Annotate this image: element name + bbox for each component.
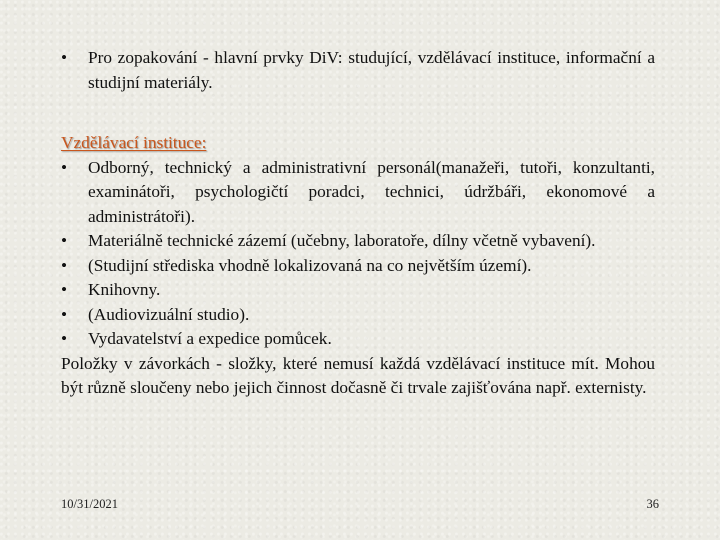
list-item-text: (Studijní střediska vhodně lokalizovaná na co největším území).	[88, 255, 532, 275]
list-item	[61, 303, 655, 328]
intro-bullet-text: Pro zopakování - hlavní prvky DiV: studující, vzdělávací instituce, informační a studijní materiály.	[88, 48, 655, 92]
bullet-marker: •	[61, 48, 68, 67]
bullet-marker: •	[61, 329, 68, 348]
slide-content	[61, 46, 655, 401]
bullet-marker: •	[61, 304, 68, 324]
page-number: 36	[646, 497, 659, 511]
list-item-text: Knihovny.	[88, 280, 161, 299]
list-item-text: Materiálně technické zázemí (učebny, laboratoře, dílny včetně vybavení).	[88, 231, 596, 250]
intro-bullet	[61, 46, 655, 95]
spacer	[61, 95, 655, 131]
section-heading: Vzdělávací instituce:	[61, 133, 207, 152]
note-paragraph: Položky v závorkách - složky, které nemusí každá vzdělávací instituce mít. Mohou být různě sloučeny nebo jejich činnost dočasně či trvale zajišťována např. externisty.	[61, 353, 655, 397]
list-item	[61, 278, 655, 303]
list-item-text: Vydavatelství a expedice pomůcek.	[88, 329, 332, 348]
bullet-marker: •	[61, 255, 68, 275]
bullet-marker: •	[61, 280, 68, 299]
footer-date: 10/31/2021	[61, 497, 118, 511]
list-item	[61, 156, 655, 230]
bullet-marker: •	[61, 231, 68, 250]
list-item	[61, 254, 655, 279]
list-item	[61, 327, 655, 352]
list-item	[61, 229, 655, 254]
list-item-text: Odborný, technický a administrativní personál(manažeři, tutoři, konzultanti, examinátoři, psychologičtí poradci, technici, údržbáři, ekonomové a administrátoři).	[88, 157, 655, 226]
bullet-marker: •	[61, 157, 68, 177]
list-item-text: (Audiovizuální studio).	[88, 304, 250, 324]
